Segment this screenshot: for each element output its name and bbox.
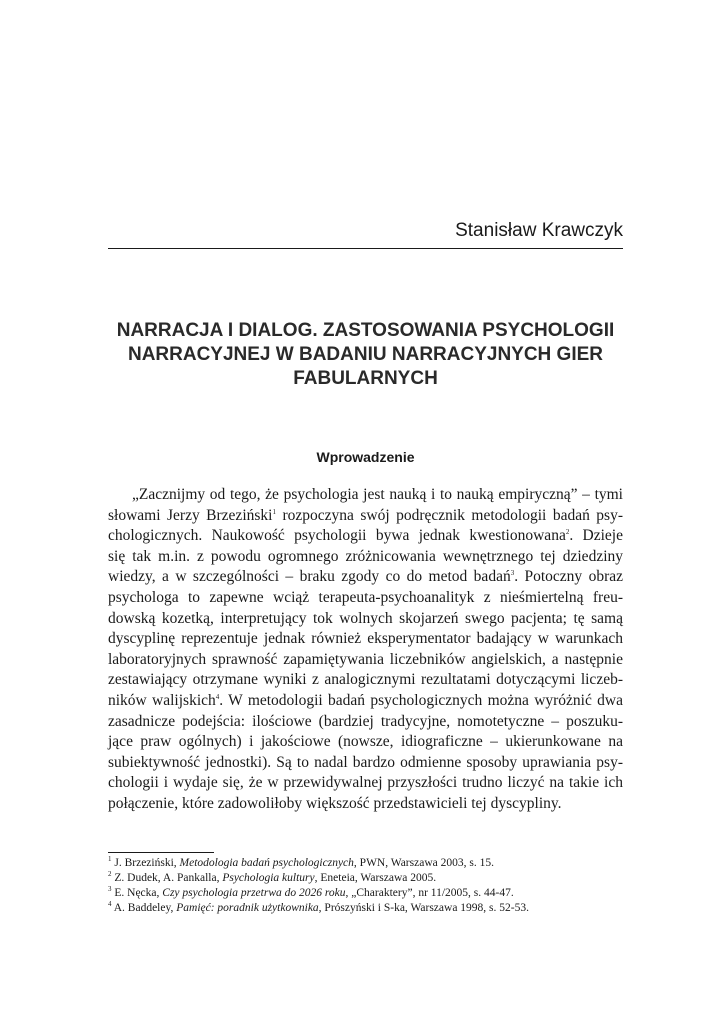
footnote-number: 3 (108, 885, 112, 894)
text-line: chologii i wydaje się, że w przewidywalnej przyszłości trudno liczyć na takie ich (108, 774, 623, 792)
footnote: $^2$ Z. Dudek, A. Pankalla, Psychologia kultury, Eneteia, Warszawa 2005. (108, 870, 437, 884)
footnote-number: 1 (108, 855, 112, 864)
footnote: $^4$ A. Baddeley, Pamięć: poradnik użytkownika, Prószyński i S-ka, Warszawa 1998, s. 52-53. (108, 900, 529, 914)
footnote-mark: 4 (215, 692, 220, 701)
footnote-number: 2 (108, 870, 112, 879)
text-line: subiektywność jednostki). Są to nadal bardzo odmienne sposoby uprawiania psy- (108, 753, 623, 771)
footnote: $^3$ E. Nęcka, Czy psychologia przetrwa do 2026 roku, „Charaktery”, nr 11/2005, s. 44-47. (108, 885, 514, 899)
text-line: dyscyplinę reprezentuje jednak również eksperymentator badający w warunkach (108, 630, 623, 648)
text-line: się tak m.in. z powodu ogromnego zróżnicowania wewnętrznego tej dziedziny (108, 547, 623, 565)
footnote-mark: 2 (565, 528, 570, 537)
footnote-separator (108, 852, 214, 853)
title-line: FABULARNYCH (293, 368, 438, 389)
text-line: laboratoryjnych sprawność zapamiętywania liczebników angielskich, a następnie (108, 650, 623, 668)
body-paragraph (108, 485, 623, 815)
footnote-mark: 3 (510, 569, 515, 578)
chapter-title (108, 319, 623, 391)
text-line: ników walijskich$^4$. W metodologii badań psychologicznych można wyróżnić dwa (108, 691, 623, 709)
author-name: Stanisław Krawczyk (455, 220, 623, 241)
text-line: zasadnicze podejścia: ilościowe (bardziej tradycyjne, nomotetyczne – poszuku- (108, 712, 623, 730)
footnote-number: 4 (108, 900, 112, 909)
text-line: połączenie, które zadowoliłoby większość przedstawicieli tej dyscypliny. (108, 794, 562, 812)
footnote: $^1$ J. Brzeziński, Metodologia badań psychologicznych, PWN, Warszawa 2003, s. 15. (108, 855, 494, 869)
text-line: zestawiający otrzymane wyniki z analogicznymi rezultatami dotyczącymi liczeb- (108, 671, 623, 689)
text-line: wiedzy, a w szczególności – braku zgody co do metod badań$^3$. Potoczny obraz (108, 568, 624, 586)
section-heading: Wprowadzenie (316, 449, 415, 465)
text-line: jące praw ogólnych) i jakościowe (nowsze, idiograficzne – ukierunkowane na (108, 733, 623, 751)
footnote-mark: 1 (272, 507, 276, 516)
text-line: psychologa to zapewne wciąż terapeuta-psychoanalityk z nieśmiertelną freu- (108, 588, 623, 606)
title-line: NARRACYJNEJ W BADANIU NARRACYJNYCH GIER (127, 344, 604, 365)
footnotes (108, 856, 623, 916)
title-line: NARRACJA I DIALOG. ZASTOSOWANIA PSYCHOLOGII (116, 320, 615, 341)
text-line: chologicznych. Naukowość psychologii bywa jednak kwestionowana$^2$. Dzieje (108, 527, 623, 545)
author-underline (108, 248, 623, 249)
text-line: „Zacznijmy od tego, że psychologia jest nauką i to nauką empiryczną” – tymi (132, 486, 623, 503)
text-line: dowską kozetką, interpretujący tok wolnych skojarzeń swego pacjenta; tę samą (108, 609, 623, 627)
text-line: słowami Jerzy Brzeziński$^1$ rozpoczyna swój podręcznik metodologii badań psy- (108, 506, 623, 524)
